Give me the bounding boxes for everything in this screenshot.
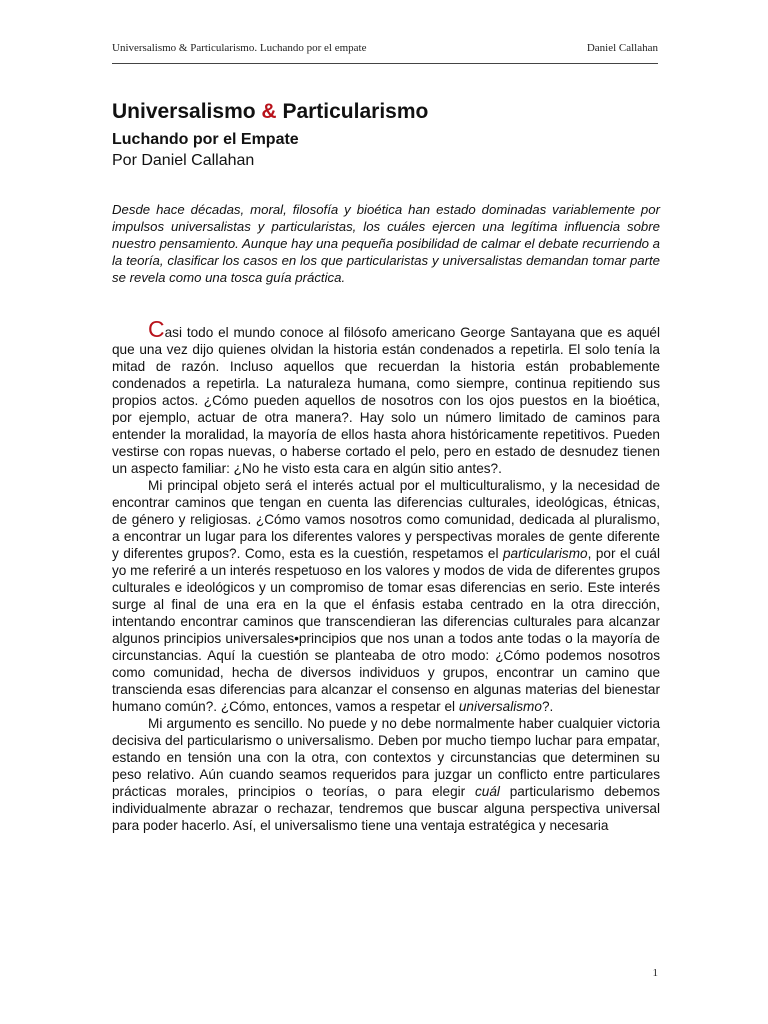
- paragraph-2-text-a: Mi principal objeto será el interés actual por el multiculturalismo, y la necesidad de encontrar caminos que tengan en cuenta las diferencias culturales, ideológicas, étnicas, de género y religiosas. ¿Cómo vamos nosotros como comunidad, dedicada al pluralismo, a encontrar un lugar para los diferentes valores y perspectivas morales de gente diferente y diferentes grupos?. Como, esta es la cuestión, respetamos el: [112, 478, 660, 561]
- paragraph-2-emphasis-b: universalismo: [458, 699, 542, 714]
- article-subtitle: Luchando por el Empate: [112, 131, 299, 148]
- paragraph-3-emphasis: cuál: [474, 784, 500, 799]
- title-part-2: Particularismo: [282, 100, 429, 123]
- page-number: 1: [652, 967, 658, 979]
- paragraph-3-text-b: particularismo debemos individualmente abrazar o rechazar, tendremos que buscar alguna perspectiva universal para poder hacerlo. Así, el universalismo tiene una ventaja estratégica y necesaria: [112, 784, 660, 833]
- article-byline: Por Daniel Callahan: [112, 152, 255, 169]
- title-part-1: Universalismo: [112, 100, 256, 123]
- article-title: [112, 98, 660, 126]
- abstract: Desde hace décadas, moral, filosofía y bioética han estado dominadas variablemente por impulsos universalistas y particularistas, los cuáles ejercen una legítima influencia sobre nuestro pensamiento. Aunque hay una pequeña posibilidad de calmar el debate recurriendo a la teoría, clasificar los casos en los que particularistas y universalistas demandan tomar parte se revela como una tosca guía práctica.: [112, 202, 660, 285]
- paragraph-2: [112, 477, 660, 715]
- title-block: [112, 98, 660, 171]
- paragraph-2-emphasis-a: particularismo: [502, 546, 588, 561]
- paragraph-1-text: asi todo el mundo conoce al filósofo americano George Santayana que es aquél que una vez dijo quienes olvidan la historia están condenados a repetirla. El solo tenía la mitad de razón. Incluso aquellos que recuerdan la historia están probablemente condenados a repetirla. La naturaleza humana, como siempre, continua repitiendo sus propios actos. ¿Cómo pueden aquellos de nosotros con los ojos puestos en la bioética, por ejemplo, actuar de otra manera?. Hay solo un número limitado de caminos para entender la moralidad, la mayoría de ellos hasta ahora históricamente repetitivos. Pueden vestirse con ropas nuevas, o haberse cortado el pelo, pero en estado de desnudez tienen un aspecto familiar: ¿No he visto esta cara en algún sitio antes?.: [112, 325, 660, 476]
- paragraph-2-text-c: ?.: [541, 699, 554, 714]
- paragraph-3-text-a: Mi argumento es sencillo. No puede y no debe normalmente haber cualquier victoria decisiva del particularismo o universalismo. Deben por mucho tiempo luchar para empatar, estando en tensión una con la otra, con contextos y circunstancias que determinen su peso relativo. Aún cuando seamos requeridos para juzgar un conflicto entre particulares prácticas morales, principios o teorías, o para elegir: [112, 716, 660, 799]
- paragraph-2-text-b: , por el cuál yo me referiré a un interés respetuoso en los valores y modos de vida de diferentes grupos culturales e ideológicos y un compromiso de tomar esas diferencias en serio. Este interés surge al final de una era en la que el énfasis estaba centrado en la otra dirección, intentando encontrar caminos que transcendieran las diferencias culturales para alcanzar algunos principios universales•principios que nos unan a todos ante todas o la mayoría de circunstancias. Aquí la cuestión se planteaba de otro modo: ¿Cómo podemos nosotros como comunidad, hecha de diversos individuos y grupos, encontrar un camino que transcienda esas diferencias para alcanzar el consenso en algunas materias del bienestar humano común?. ¿Cómo, entonces, vamos a respetar el: [112, 546, 660, 714]
- header-rule: [112, 63, 658, 64]
- paragraph-3: [112, 715, 660, 834]
- running-header-author: Daniel Callahan: [586, 42, 658, 54]
- running-header: [112, 42, 658, 54]
- body-text: [112, 316, 660, 834]
- running-header-title: Universalismo & Particularismo. Luchando por el empate: [112, 42, 367, 54]
- title-ampersand: &: [261, 100, 277, 123]
- paragraph-1: [112, 316, 660, 477]
- drop-cap: C: [148, 316, 165, 342]
